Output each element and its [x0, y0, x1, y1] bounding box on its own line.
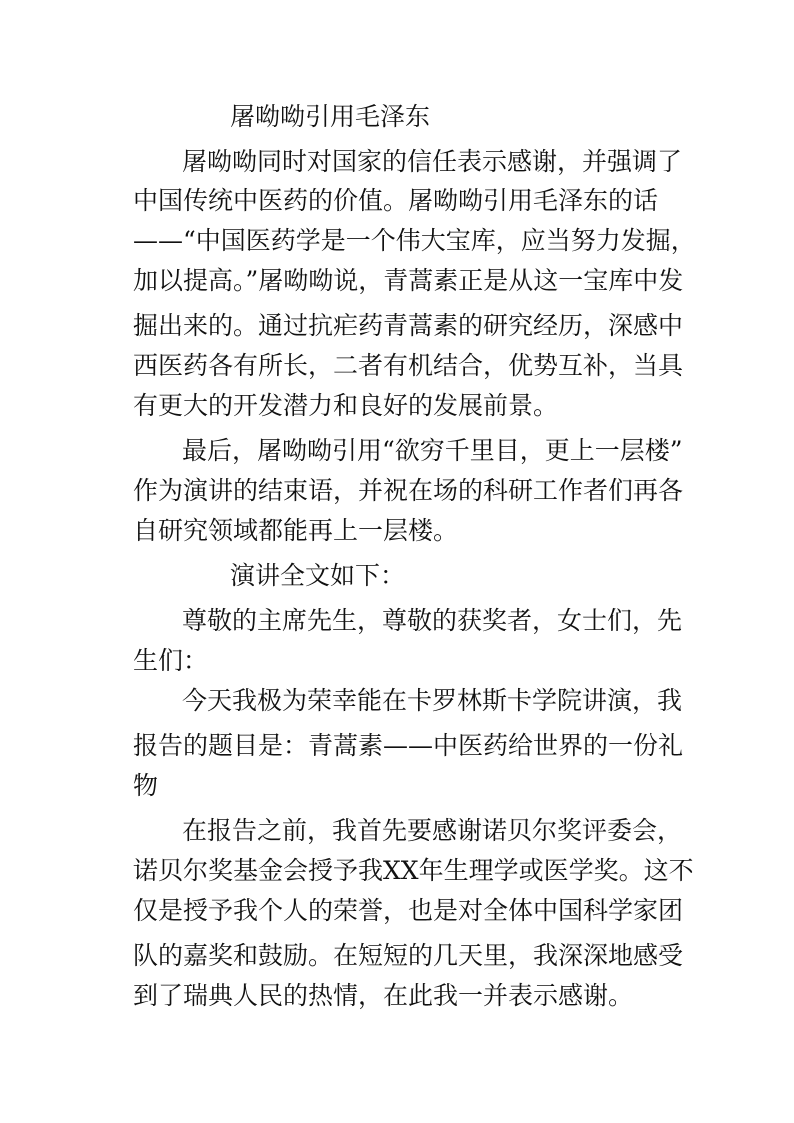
text-line: 尊敬的主席先生，尊敬的获奖者，女士们，先 — [182, 606, 683, 635]
text-line: 中国传统中医药的价值。屠呦呦引用毛泽东的话 — [133, 186, 659, 215]
text-line: 队的嘉奖和鼓励。在短短的几天里，我深深地感受 — [133, 941, 684, 970]
text-line: 作为演讲的结束语，并祝在场的科研工作者们再各 — [133, 476, 684, 505]
text-line: 到了瑞典人民的热情，在此我一并表示感谢。 — [133, 981, 634, 1010]
text-line: 报告的题目是：青蒿素——中医药给世界的一份礼 — [133, 731, 684, 760]
text-line: 西医药各有所长，二者有机结合，优势互补，当具 — [133, 351, 684, 380]
text-line: 在报告之前，我首先要感谢诺贝尔奖评委会， — [182, 816, 683, 845]
text-line: 今天我极为荣幸能在卡罗林斯卡学院讲演，我 — [182, 686, 683, 715]
text-line: 掘出来的。通过抗疟药青蒿素的研究经历，深感中 — [133, 311, 684, 340]
text-line: 加以提高。”屠呦呦说，青蒿素正是从这一宝库中发 — [133, 266, 684, 295]
section-heading: 屠呦呦引用毛泽东 — [230, 102, 431, 131]
text-line: 自研究领域都能再上一层楼。 — [133, 516, 459, 545]
text-line: 物 — [133, 771, 159, 800]
text-line: 有更大的开发潜力和良好的发展前景。 — [133, 391, 559, 420]
speech-heading: 演讲全文如下： — [230, 561, 406, 590]
text-line: 最后，屠呦呦引用“欲穷千里目，更上一层楼” — [182, 436, 683, 465]
text-line: 生们： — [133, 646, 209, 675]
text-line: 仅是授予我个人的荣誉，也是对全体中国科学家团 — [133, 896, 684, 925]
text-line: 屠呦呦同时对国家的信任表示感谢，并强调了 — [182, 147, 683, 176]
text-line: 诺贝尔奖基金会授予我XX年生理学或医学奖。这不 — [133, 856, 694, 885]
text-line: ——“中国医药学是一个伟大宝库，应当努力发掘， — [133, 226, 696, 255]
